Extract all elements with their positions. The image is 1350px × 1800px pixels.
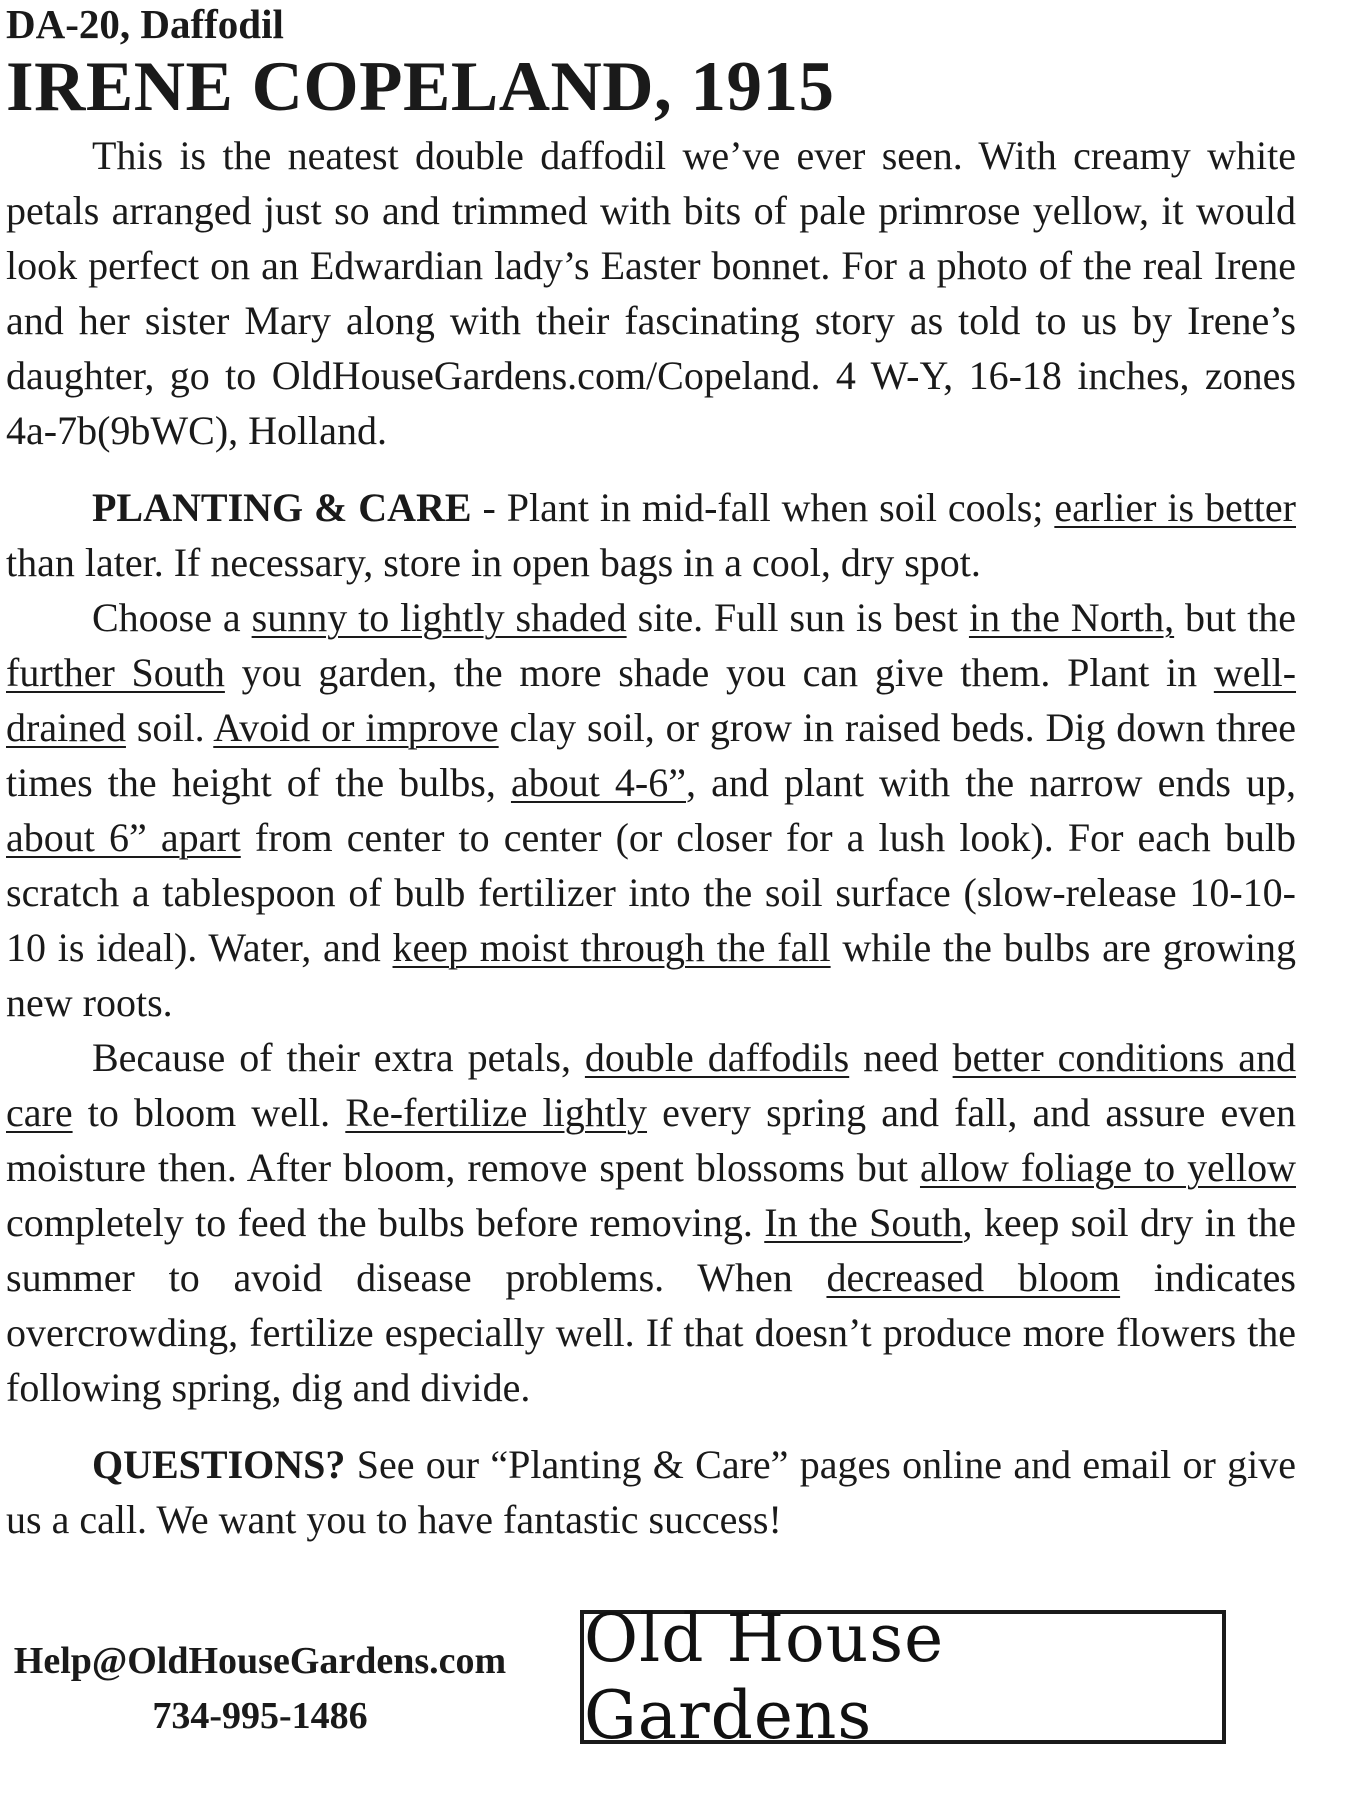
spacer [6,1415,1296,1437]
brand-logo-text: Old House Gardens [584,1600,945,1754]
text-run: site. Full sun is best [626,595,969,640]
text-run: but the [1174,595,1296,640]
questions-heading: QUESTIONS? [92,1442,346,1487]
text-run: completely to feed the bulbs before removing. [6,1200,765,1245]
text-run: every spring and fall, and assure even moisture then. After bloom, remove spent blossoms but [6,1090,1297,1190]
text-run: you garden, the more shade you can give them. Plant in [224,650,1214,695]
underlined-emphasis: about 6” apart [6,815,241,860]
underlined-emphasis: decreased bloom [826,1255,1121,1300]
contact-email[interactable]: Help@OldHouseGardens.com [13,1640,507,1682]
text-run: to bloom well. [72,1090,346,1135]
catalog-code: DA-20, Daffodil [6,1,284,47]
contact-phone[interactable]: 734-995-1486 [152,1695,368,1737]
spacer [6,458,1296,480]
text-run: than later. If necessary, store in open bags in a cool, dry spot. [6,540,981,585]
text-run: Choose a [92,595,252,640]
underlined-emphasis: allow foliage to yellow [919,1145,1296,1190]
text-run: from center to center (or closer for a lush look). For each bulb scratch a tablespoon of bulb fertilizer into the soil surface (slow-release 10-10-10 is ideal). Water, and [6,815,1297,970]
text-run: indicates overcrowding, fertilize especially well. If that doesn’t produce more flowers the following spring, dig and divide. [6,1255,1296,1410]
underlined-emphasis: Re-fertilize lightly [345,1090,648,1135]
underlined-emphasis: sunny to lightly shaded [251,595,627,640]
contact-block [0,1634,520,1744]
text-run: Because of their extra petals, [92,1035,585,1080]
underlined-emphasis: In the South [764,1200,963,1245]
underlined-emphasis: Avoid or improve [213,705,499,750]
underlined-emphasis: earlier is better [1054,485,1296,530]
text-run: while the bulbs are growing new roots. [6,925,1297,1025]
seed-packet-sheet [6,0,1296,1547]
text-run: See our “Planting & Care” pages online and email or give us a call. We want you to have fantastic success! [6,1442,1296,1542]
planting-paragraph-3 [6,1030,1296,1415]
planting-paragraph-2 [6,590,1296,1030]
underlined-emphasis: further South [6,650,225,695]
underlined-emphasis: about 4-6” [510,760,686,805]
underlined-emphasis: in the North, [968,595,1175,640]
variety-title: IRENE COPELAND, 1915 [6,48,835,126]
text-run: need [849,1035,953,1080]
planting-heading: PLANTING & CARE [92,485,472,530]
underlined-emphasis: double daffodils [584,1035,850,1080]
questions-paragraph [6,1437,1296,1547]
underlined-emphasis: well-drained [6,650,1297,750]
brand-logo-box [580,1600,1226,1754]
text-run: , keep soil dry in the summer to avoid disease problems. When [6,1200,1297,1300]
underlined-emphasis: keep moist through the fall [392,925,831,970]
footer [0,1600,1350,1760]
description-paragraph: This is the neatest double daffodil we’ve ever seen. With creamy white petals arranged just so and trimmed with bits of pale primrose yellow, it would look perfect on an Edwardian lady’s Easter bonnet. For a photo of the real Irene and her sister Mary along with their fascinating story as told to us by Irene’s daughter, go to OldHouseGardens.com/Copeland. 4 W-Y, 16-18 inches, zones 4a-7b(9bWC), Holland. [6,133,1296,453]
text-run: - Plant in mid-fall when soil cools; [471,485,1055,530]
text-run: clay soil, or grow in raised beds. Dig down three times the height of the bulbs, [6,705,1296,805]
text-run: , and plant with the narrow ends up, [686,760,1296,805]
planting-paragraph-1 [6,480,1296,590]
underlined-emphasis: better conditions and care [6,1035,1297,1135]
text-run: soil. [125,705,214,750]
